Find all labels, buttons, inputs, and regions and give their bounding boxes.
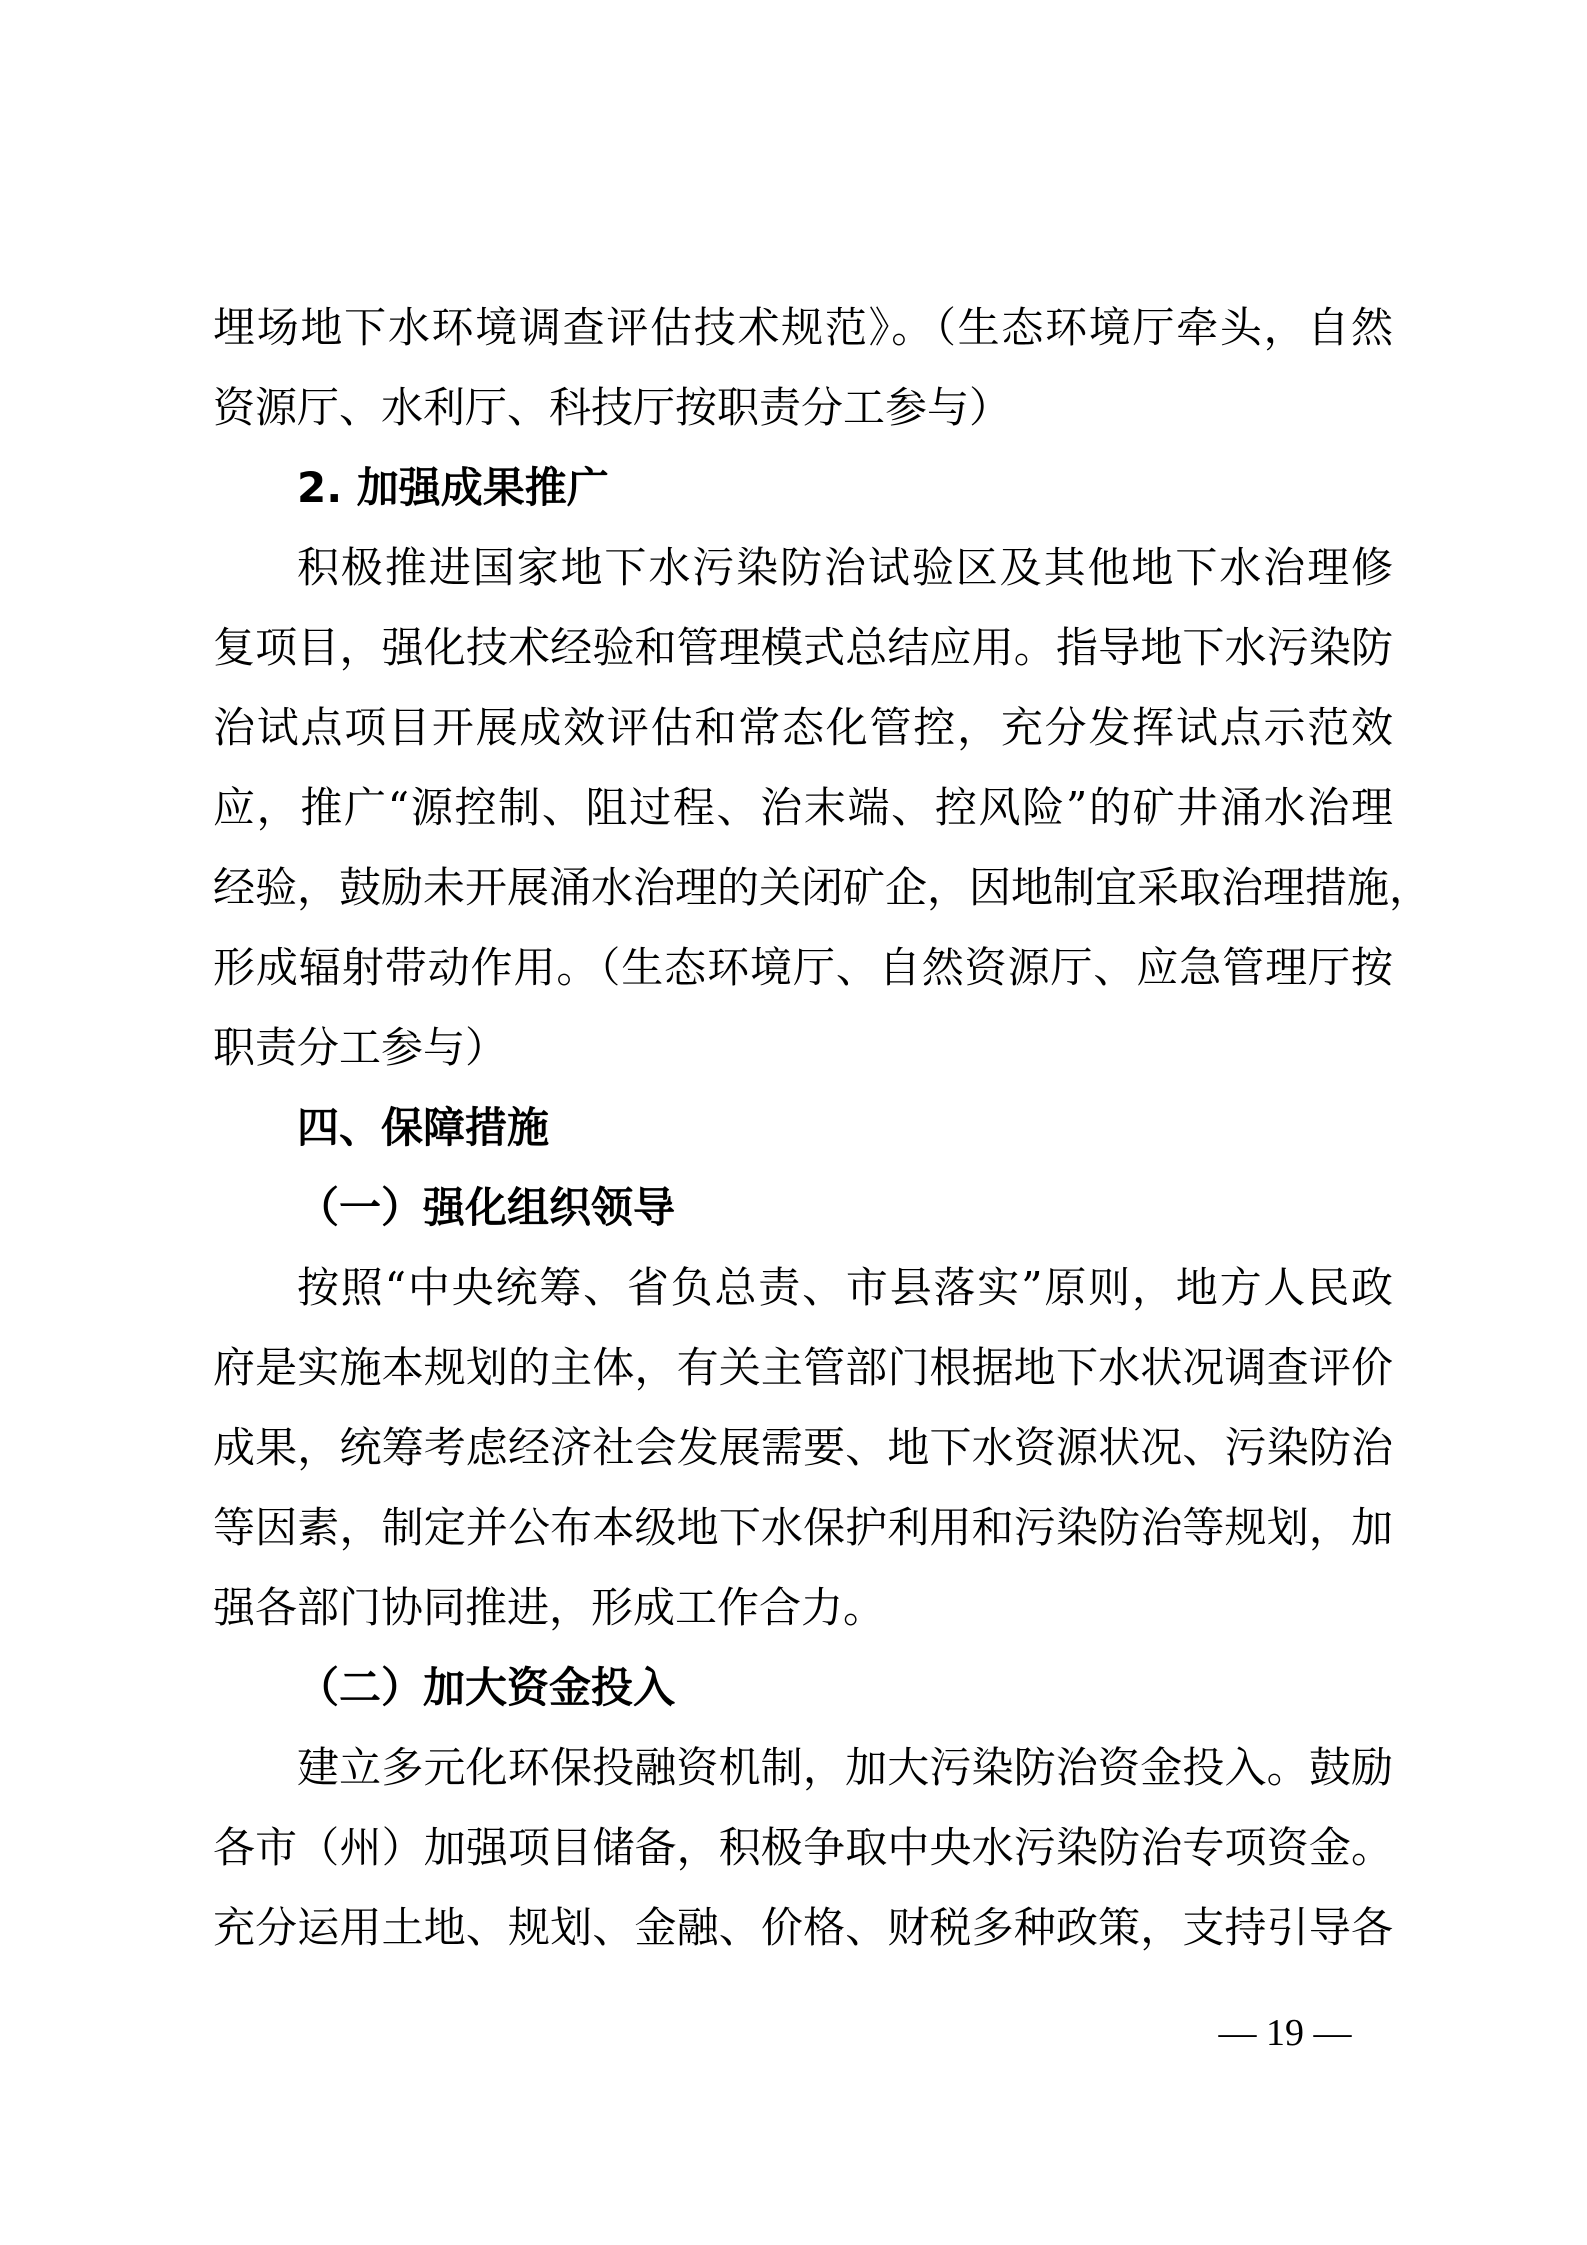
paragraph-line: 复项目，强化技术经验和管理模式总结应用。指导地下水污染防: [213, 623, 1393, 672]
paragraph-line: 形成辐射带动作用。（生态环境厅、自然资源厅、应急管理厅按: [213, 943, 1393, 992]
paragraph-line: 成果，统筹考虑经济社会发展需要、地下水资源状况、污染防治: [213, 1423, 1393, 1472]
paragraph-line: 充分运用土地、规划、金融、价格、财税多种政策，支持引导各: [213, 1903, 1393, 1952]
paragraph-line: 积极推进国家地下水污染防治试验区及其他地下水治理修: [297, 543, 1393, 592]
paragraph-line: 应，推广“源控制、阻过程、治末端、控风险”的矿井涌水治理: [213, 783, 1393, 832]
paragraph-line: 治试点项目开展成效评估和常态化管控，充分发挥试点示范效: [213, 703, 1393, 752]
chapter-heading: 四、保障措施: [297, 1103, 550, 1152]
paragraph-line: 按照“中央统筹、省负总责、市县落实”原则，地方人民政: [297, 1263, 1393, 1312]
body-text-line: 资源厅、水利厅、科技厅按职责分工参与）: [213, 383, 1012, 432]
paragraph-line: 经验，鼓励未开展涌水治理的关闭矿企，因地制宜采取治理措施，: [213, 863, 1432, 912]
body-text-line: 埋场地下水环境调查评估技术规范》。（生态环境厅牵头，自然: [213, 303, 1393, 352]
paragraph-line: 府是实施本规划的主体，有关主管部门根据地下水状况调查评价: [213, 1343, 1393, 1392]
paragraph-line: 等因素，制定并公布本级地下水保护利用和污染防治等规划，加: [213, 1503, 1393, 1552]
paragraph-line: 各市（州）加强项目储备，积极争取中央水污染防治专项资金。: [213, 1823, 1393, 1872]
paragraph-line: 职责分工参与）: [213, 1023, 508, 1072]
page-number: — 19 —: [1218, 2012, 1352, 2054]
subsection-heading: （一）强化组织领导: [297, 1183, 676, 1232]
subsection-heading: （二）加大资金投入: [297, 1663, 676, 1712]
paragraph-line: 建立多元化环保投融资机制，加大污染防治资金投入。鼓励: [297, 1743, 1393, 1792]
section-heading: 2. 加强成果推广: [297, 463, 609, 512]
paragraph-line: 强各部门协同推进，形成工作合力。: [213, 1583, 886, 1632]
